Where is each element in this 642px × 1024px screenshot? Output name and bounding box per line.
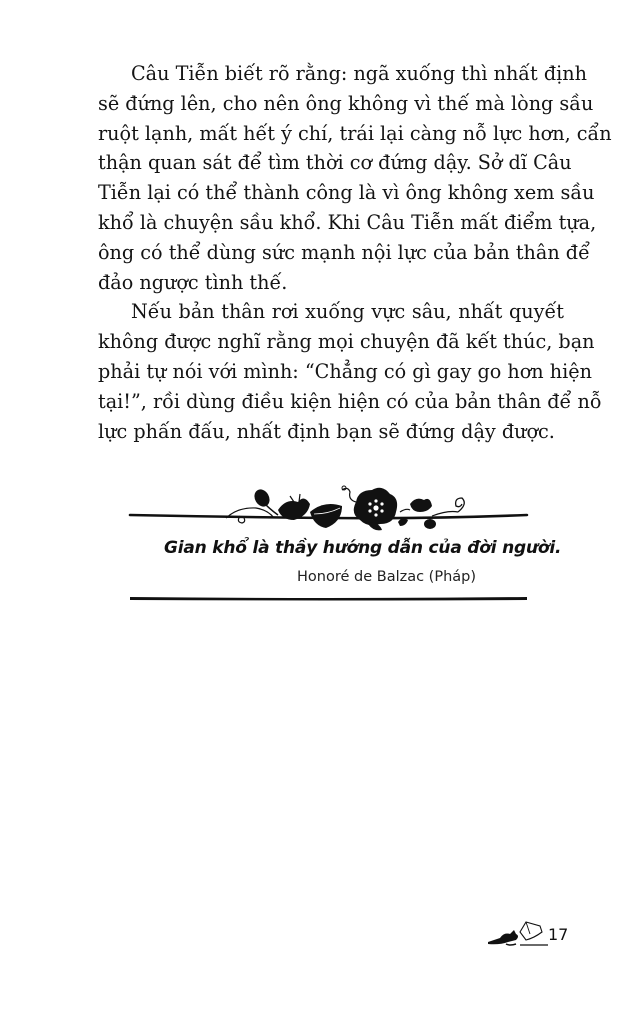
sailboat-bird-icon [486,918,548,952]
paragraph-1-line-3: ruột lạnh, mất hết ý chí, trái lại càng nỗ lực hơn, cẩn [98,121,612,145]
quote-bottom-rule [128,594,530,602]
floral-divider-icon [128,482,530,536]
quote-text: Gian khổ là thầy hướng dẫn của đời người. [164,538,562,558]
body-text [98,59,612,446]
page-number: 17 [548,925,569,944]
paragraph-1-line-5: Tiễn lại có thể thành công là vì ông không xem sầu [98,181,595,205]
paragraph-2-line-5: lực phấn đấu, nhất định bạn sẽ đứng dậy được. [98,419,555,443]
quote-author: Honoré de Balzac (Pháp) [297,569,477,585]
paragraph-1-line-7: ông có thể dùng sức mạnh nội lực của bản thân để [98,240,590,264]
paragraph-2-line-4: tại!”, rồi dùng điều kiện hiện có của bản thân để nỗ [98,389,602,413]
paragraph-2-line-2: không được nghĩ rằng mọi chuyện đã kết thúc, bạn [98,330,595,354]
page-footer [486,918,576,952]
paragraph-1-line-1: Câu Tiễn biết rõ rằng: ngã xuống thì nhất định [131,62,588,85]
paragraph-1-line-6: khổ là chuyện sầu khổ. Khi Câu Tiễn mất điểm tựa, [98,210,597,234]
paragraph-1-line-8: đảo ngược tình thế. [98,270,288,294]
paragraph-2-line-1: Nếu bản thân rơi xuống vực sâu, nhất quyết [131,300,564,324]
paragraph-1-line-2: sẽ đứng lên, cho nên ông không vì thế mà lòng sầu [98,91,594,115]
paragraph-2-line-3: phải tự nói với mình: “Chẳng có gì gay go hơn hiện [98,359,592,383]
paragraph-1-line-4: thận quan sát để tìm thời cơ đứng dậy. Sở dĩ Câu [98,151,572,175]
